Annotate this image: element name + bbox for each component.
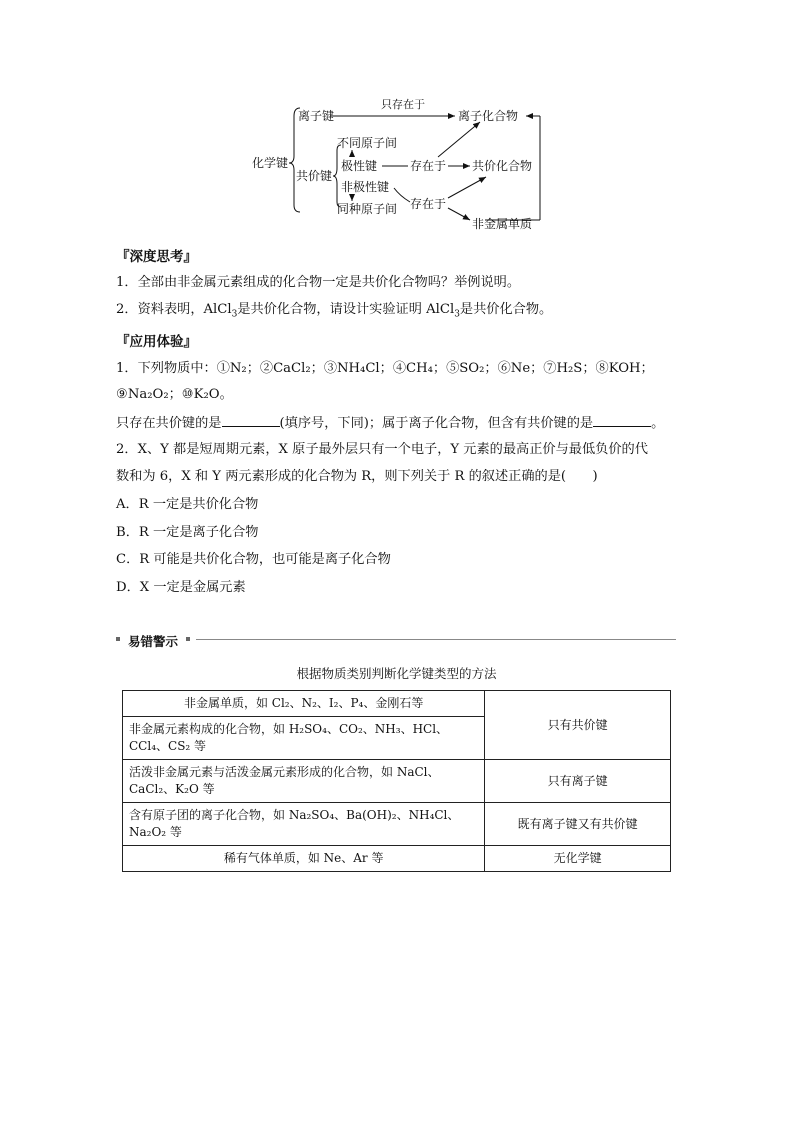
table-title: 根据物质类别判断化学键类型的方法 bbox=[296, 666, 497, 681]
warning-header bbox=[116, 634, 676, 648]
warning-bullet-left bbox=[116, 637, 120, 641]
option-b: B．R 一定是离子化合物 bbox=[116, 525, 259, 540]
think-q2-c: 是共价化合物。 bbox=[459, 302, 553, 317]
table-cell: 既有离子键又有共价键 bbox=[485, 803, 671, 846]
apply-q2-line1: 2．X、Y 都是短周期元素，X 原子最外层只有一个电子，Y 元素的最高正价与最低负价的代 bbox=[116, 442, 648, 457]
table-cell: 稀有气体单质，如 Ne、Ar 等 bbox=[123, 846, 485, 872]
table-row bbox=[123, 846, 671, 872]
diagram-covalent-compound: 共价化合物 bbox=[472, 159, 533, 173]
warning-label: 易错警示 bbox=[128, 634, 179, 649]
diagram-ionic-bond: 离子键 bbox=[298, 109, 335, 123]
diagram-ionic-compound: 离子化合物 bbox=[458, 109, 519, 123]
think-heading: 『深度思考』 bbox=[116, 249, 197, 265]
diagram-same-atoms: 同种原子间 bbox=[337, 202, 398, 216]
table-row bbox=[123, 803, 671, 846]
apply-q1-fill bbox=[116, 412, 664, 434]
diagram-diff-atoms: 不同原子间 bbox=[337, 136, 398, 150]
table-cell: 非金属单质，如 Cl₂、N₂、I₂、P₄、金刚石等 bbox=[123, 691, 485, 717]
table-cell-merged: 只有共价键 bbox=[485, 691, 671, 760]
answer-blank-1[interactable] bbox=[222, 412, 280, 427]
option-c: C．R 可能是共价化合物，也可能是离子化合物 bbox=[116, 552, 391, 567]
think-q2-sub2: 3 bbox=[454, 309, 460, 320]
table-cell: 非金属元素构成的化合物，如 H₂SO₄、CO₂、NH₃、HCl、CCl₄、CS₂ 等 bbox=[123, 717, 485, 760]
apply-q1-part-a: 只存在共价键的是 bbox=[116, 416, 222, 431]
bond-type-table bbox=[122, 690, 671, 872]
diagram-nonpolar: 非极性键 bbox=[341, 180, 390, 194]
diagram-root: 化学键 bbox=[252, 156, 289, 170]
think-q2-b: 是共价化合物，请设计实验证明 AlCl bbox=[237, 302, 455, 317]
apply-q1-end: 。 bbox=[651, 416, 665, 431]
diagram-exists-in-2: 存在于 bbox=[410, 197, 447, 211]
answer-blank-2[interactable] bbox=[593, 412, 651, 427]
option-d: D．X 一定是金属元素 bbox=[116, 580, 246, 595]
think-q2 bbox=[116, 300, 552, 325]
think-heading-text: 深度思考 bbox=[129, 249, 184, 265]
diagram-only-in: 只存在于 bbox=[381, 98, 425, 111]
warning-rule bbox=[196, 639, 676, 640]
apply-heading: 『应用体验』 bbox=[116, 334, 197, 350]
diagram-exists-in-1: 存在于 bbox=[410, 159, 447, 173]
option-a: A．R 一定是共价化合物 bbox=[116, 497, 259, 512]
table-row bbox=[123, 691, 671, 717]
table-cell: 活泼非金属元素与活泼金属元素形成的化合物，如 NaCl、CaCl₂、K₂O 等 bbox=[123, 760, 485, 803]
apply-q1-line1 bbox=[116, 359, 654, 379]
diagram-covalent-bond: 共价键 bbox=[296, 169, 333, 183]
think-q2-sub1: 3 bbox=[231, 309, 238, 320]
table-cell: 无化学键 bbox=[485, 846, 671, 872]
apply-q1-intro: 1．下列物质中： bbox=[116, 361, 217, 376]
apply-q1-part-b: (填序号，下同)；属于离子化合物，但含有共价键的是 bbox=[279, 416, 594, 431]
apply-q2-line2: 数和为 6，X 和 Y 两元素形成的化合物为 R，则下列关于 R 的叙述正确的是( ) bbox=[116, 469, 598, 484]
diagram-polar: 极性键 bbox=[341, 159, 378, 173]
table-row bbox=[123, 760, 671, 803]
think-q2-a: 2．资料表明，AlCl bbox=[116, 302, 232, 317]
diagram-nonmetal-element: 非金属单质 bbox=[472, 217, 533, 231]
warning-bullet-right bbox=[186, 637, 190, 641]
apply-heading-text: 应用体验 bbox=[129, 334, 184, 350]
table-cell: 含有原子团的离子化合物，如 Na₂SO₄、Ba(OH)₂、NH₄Cl、Na₂O₂ 等 bbox=[123, 803, 485, 846]
think-q1: 1．全部由非金属元素组成的化合物一定是共价化合物吗？举例说明。 bbox=[116, 275, 521, 290]
table-cell: 只有离子键 bbox=[485, 760, 671, 803]
apply-q1-items-b: ⑨Na₂O₂；⑩K₂O。 bbox=[116, 387, 233, 402]
apply-q1-items-a: ①N₂；②CaCl₂；③NH₄Cl；④CH₄；⑤SO₂；⑥Ne；⑦H₂S；⑧KOH； bbox=[216, 361, 654, 376]
